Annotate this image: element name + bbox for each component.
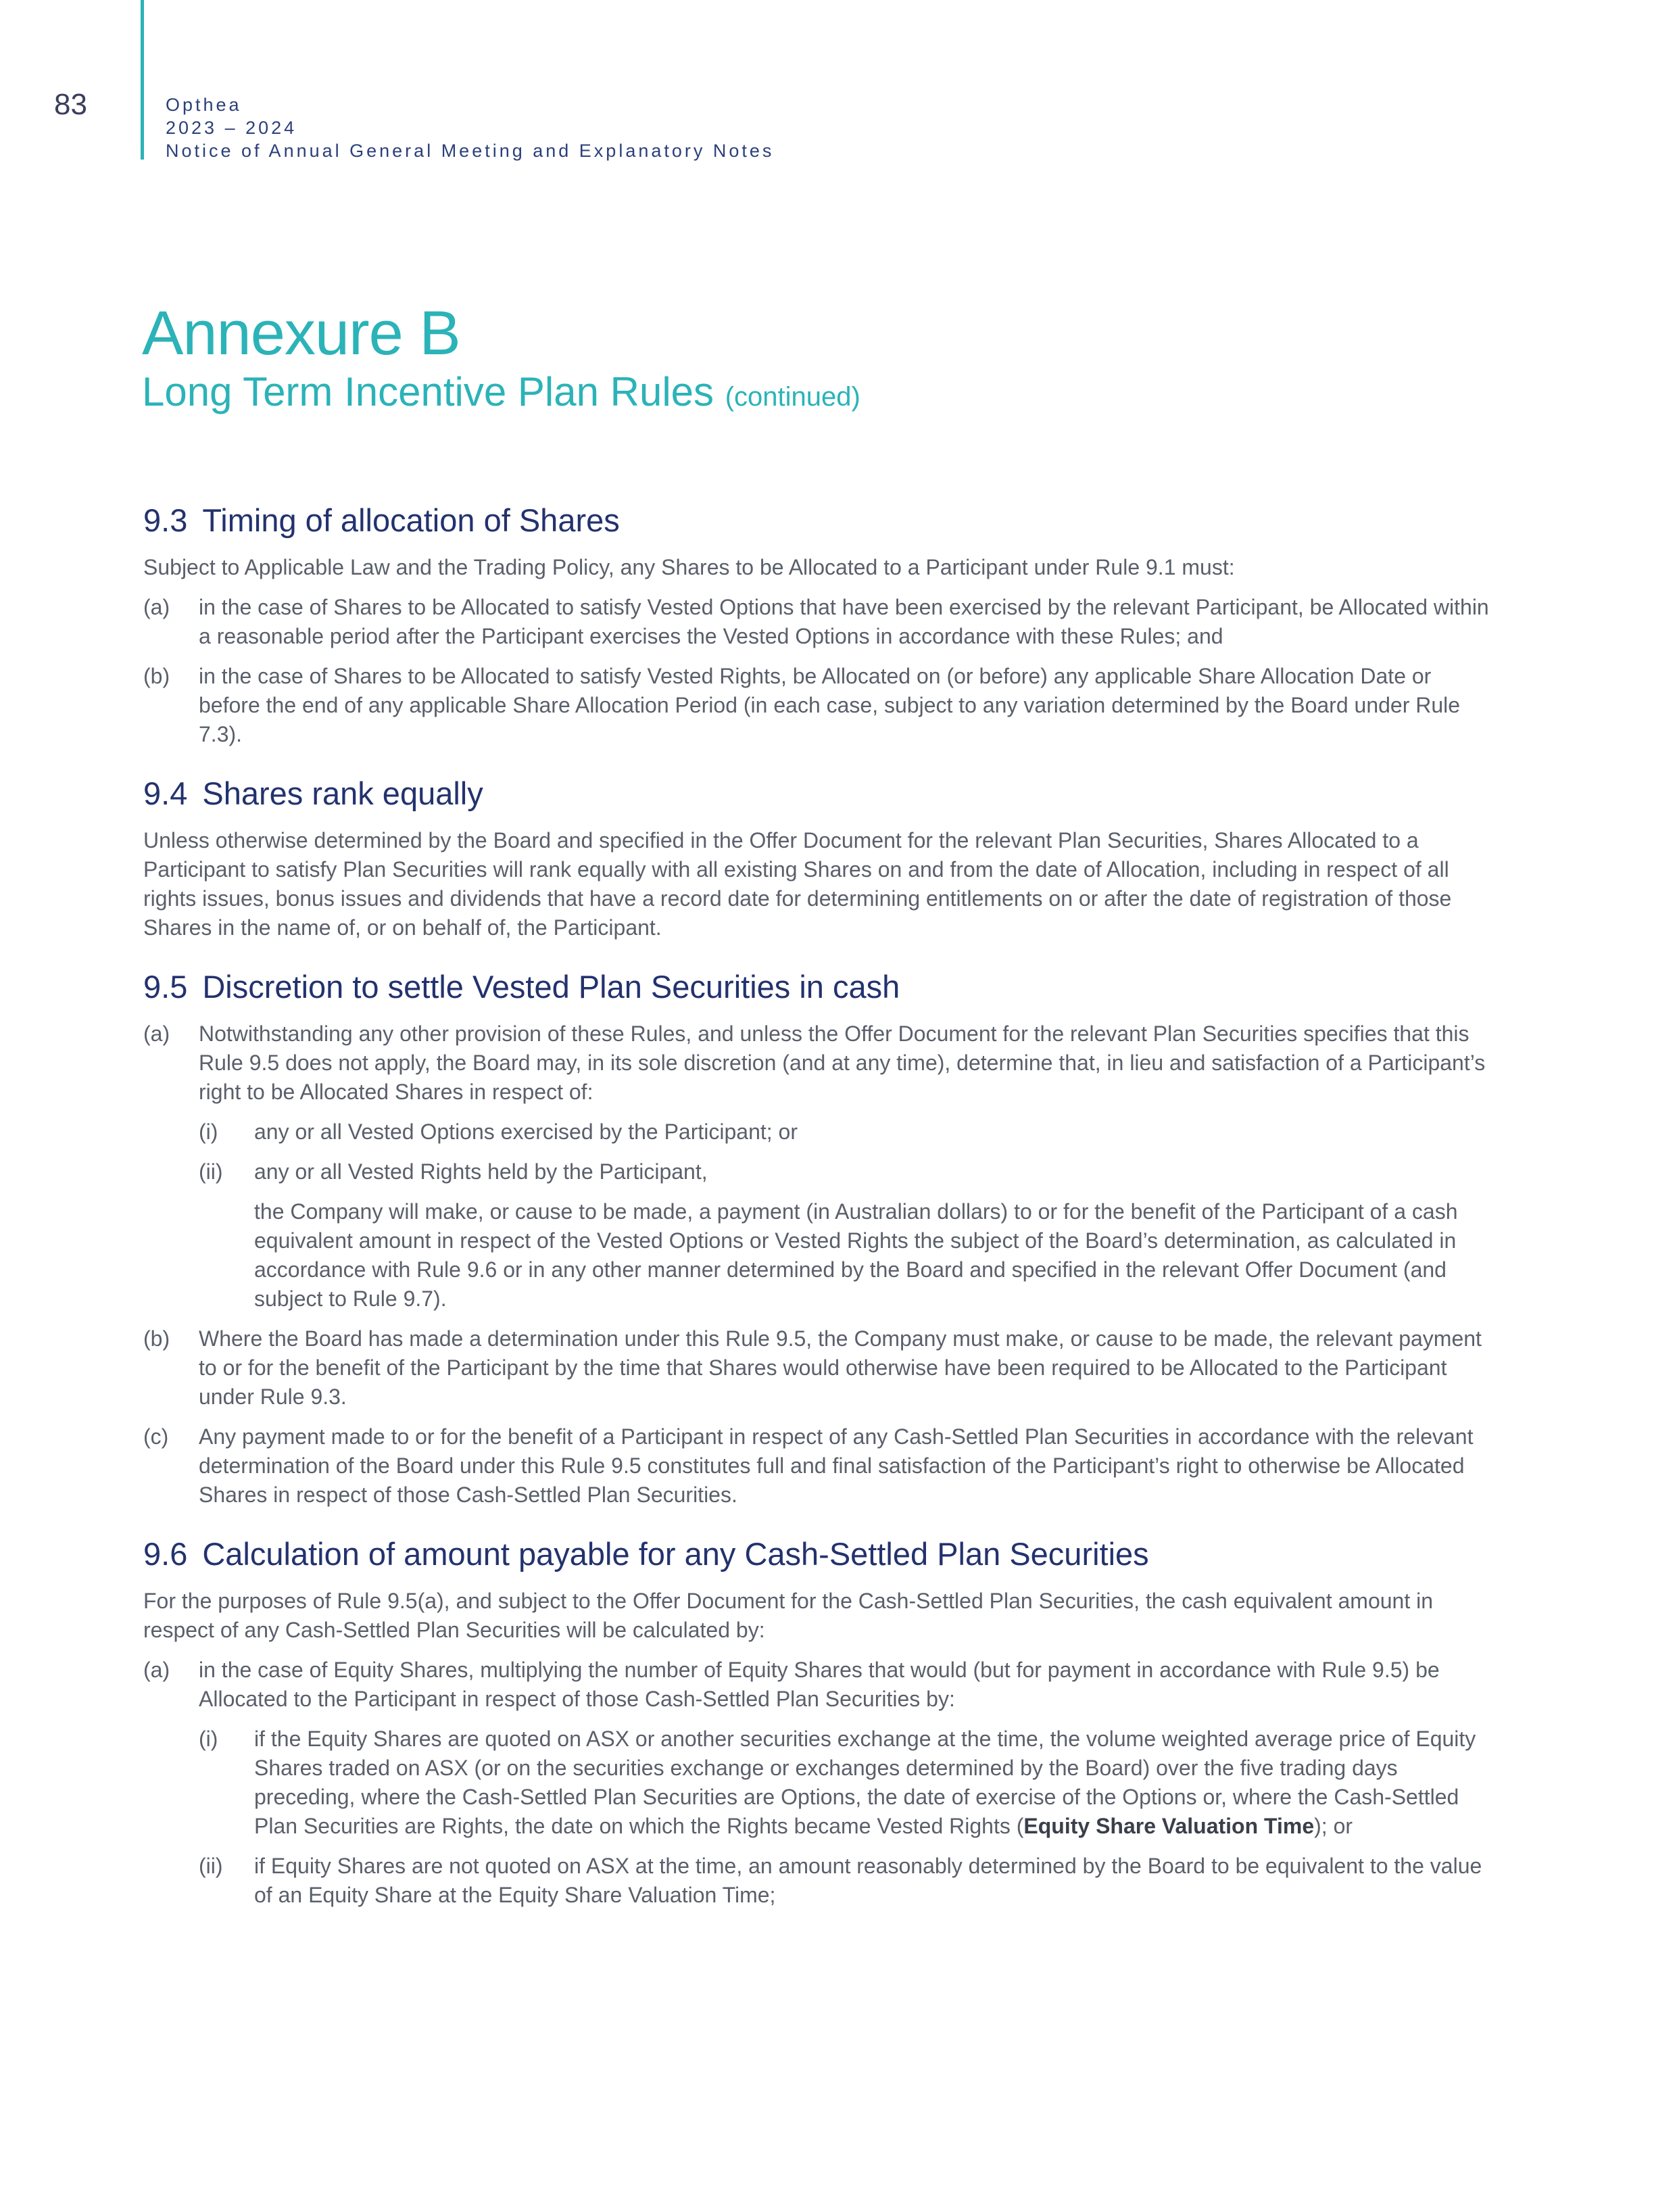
header-company: Opthea xyxy=(166,95,242,115)
sub-list-item xyxy=(199,1852,1495,1910)
list-item-text: Where the Board has made a determination under this Rule 9.5, the Company must make, or cause to be made, the relevant payment to or for the benefit of the Participant by the time that Shares would otherwise have been required to be Allocated to the Participant under Rule 9.3. xyxy=(199,1326,1482,1409)
section-heading xyxy=(143,773,1495,814)
sub-list-item-text: any or all Vested Options exercised by the Participant; or xyxy=(254,1120,798,1144)
header-years: 2023 – 2024 xyxy=(166,118,297,138)
sub-list-item-text: any or all Vested Rights held by the Participant, xyxy=(254,1159,708,1184)
annexure-subtitle-suffix: (continued) xyxy=(725,382,860,412)
section-heading xyxy=(143,967,1495,1007)
section-number: 9.3 xyxy=(143,502,188,538)
section-intro: Subject to Applicable Law and the Trading Policy, any Shares to be Allocated to a Participant under Rule 9.1 must: xyxy=(143,555,1235,579)
list-item-text: Notwithstanding any other provision of these Rules, and unless the Offer Document for the relevant Plan Securities specifies that this Rule 9.5 does not apply, the Board may, in its sole discretion (and at any time), determine that, in lieu and satisfaction of a Participant’s right to be Allocated Shares in respect of: xyxy=(199,1021,1486,1104)
annexure-heading xyxy=(142,299,860,421)
running-header xyxy=(166,93,774,162)
section-9-5 xyxy=(143,967,1495,1510)
list-marker: (a) xyxy=(143,1021,170,1046)
header-document-title: Notice of Annual General Meeting and Explanatory Notes xyxy=(166,141,775,161)
list-marker: (c) xyxy=(143,1424,169,1449)
section-title: Timing of allocation of Shares xyxy=(202,502,620,538)
section-9-4 xyxy=(143,773,1495,942)
page-number: 83 xyxy=(54,88,87,121)
section-heading xyxy=(143,1534,1495,1574)
section-title: Discretion to settle Vested Plan Securities in cash xyxy=(202,969,900,1005)
list-item xyxy=(143,1422,1495,1510)
list-item xyxy=(143,593,1495,651)
list-item xyxy=(143,1019,1495,1314)
annexure-subtitle-text: Long Term Incentive Plan Rules xyxy=(142,369,714,414)
header-divider xyxy=(141,0,144,160)
sub-list-marker: (ii) xyxy=(199,1854,223,1878)
section-intro: For the purposes of Rule 9.5(a), and subject to the Offer Document for the Cash-Settled Plan Securities, the cash equivalent amount in respect of any Cash-Settled Plan Securities will be calculated by: xyxy=(143,1589,1434,1642)
list-item-text: in the case of Shares to be Allocated to satisfy Vested Options that have been exercised by the relevant Participant, be Allocated within a reasonable period after the Participant exercises the Vested Options in accordance with these Rules; and xyxy=(199,595,1489,648)
sub-list-marker: (ii) xyxy=(199,1159,223,1184)
list-item-text: in the case of Equity Shares, multiplying the number of Equity Shares that would (but for payment in accordance with Rule 9.5) be Allocated to the Participant in respect of those Cash-Settled Plan Securities by: xyxy=(199,1658,1440,1711)
sub-list-item xyxy=(199,1157,1495,1186)
sub-list-item-text: if Equity Shares are not quoted on ASX at the time, an amount reasonably determined by the Board to be equivalent to the value of an Equity Share at the Equity Share Valuation Time; xyxy=(254,1854,1482,1907)
sub-list-item xyxy=(199,1725,1495,1841)
sub-list-item xyxy=(199,1117,1495,1147)
section-title: Shares rank equally xyxy=(202,775,483,811)
sub-list-marker: (i) xyxy=(199,1727,218,1751)
sub-list-item-text-tail: ); or xyxy=(1314,1814,1353,1838)
sub-list-item-text xyxy=(254,1727,1476,1838)
list-marker: (a) xyxy=(143,1658,170,1682)
annexure-title: Annexure B xyxy=(142,299,460,368)
section-9-6 xyxy=(143,1534,1495,1910)
section-title: Calculation of amount payable for any Cash-Settled Plan Securities xyxy=(202,1536,1149,1572)
sub-list-marker: (i) xyxy=(199,1120,218,1144)
annexure-subtitle xyxy=(142,368,860,421)
section-9-3 xyxy=(143,500,1495,749)
list-marker: (b) xyxy=(143,1326,170,1351)
section-paragraph: Unless otherwise determined by the Board and specified in the Offer Document for the relevant Plan Securities, Shares Allocated to a Participant to satisfy Plan Securities will rank equally with all existing Shares on and from the date of Allocation, including in respect of all rights issues, bonus issues and dividends that have a record date for determining entitlements on or after the date of registration of those Shares in the name of, or on behalf of, the Participant. xyxy=(143,828,1452,940)
defined-term: Equity Share Valuation Time xyxy=(1023,1814,1315,1838)
list-item xyxy=(143,1324,1495,1412)
list-item-text: Any payment made to or for the benefit of a Participant in respect of any Cash-Settled Plan Securities in accordance with the relevant determination of the Board under this Rule 9.5 constitutes full and final satisfaction of the Participant’s right to otherwise be Allocated Shares in respect of those Cash-Settled Plan Securities. xyxy=(199,1424,1474,1507)
list-item xyxy=(143,1656,1495,1910)
list-marker: (b) xyxy=(143,664,170,688)
section-number: 9.6 xyxy=(143,1536,188,1572)
list-continuation: the Company will make, or cause to be made, a payment (in Australian dollars) to or for the benefit of the Participant of a cash equivalent amount in respect of the Vested Options or Vested Rights the subject of the Board’s determination, as calculated in accordance with Rule 9.6 or in any other manner determined by the Board and specified in the relevant Offer Document (and subject to Rule 9.7). xyxy=(254,1199,1458,1311)
list-marker: (a) xyxy=(143,595,170,619)
section-number: 9.5 xyxy=(143,969,188,1005)
list-item xyxy=(143,662,1495,749)
list-item-text: in the case of Shares to be Allocated to satisfy Vested Rights, be Allocated on (or before) any applicable Share Allocation Date or before the end of any applicable Share Allocation Period (in each case, subject to any variation determined by the Board under Rule 7.3). xyxy=(199,664,1461,746)
section-heading xyxy=(143,500,1495,541)
sub-list-item-text-lead: if the Equity Shares are quoted on ASX or another securities exchange at the time, the volume weighted average price of Equity Shares traded on ASX (or on the securities exchange or exchanges determined by the Board) over the five trading days preceding, where the Cash-Settled Plan Securities are Options, the date of exercise of the Options or, where the Cash-Settled Plan Securities are Rights, the date on which the Rights became Vested Rights ( xyxy=(254,1727,1476,1838)
section-number: 9.4 xyxy=(143,775,188,811)
document-body xyxy=(143,500,1495,1934)
